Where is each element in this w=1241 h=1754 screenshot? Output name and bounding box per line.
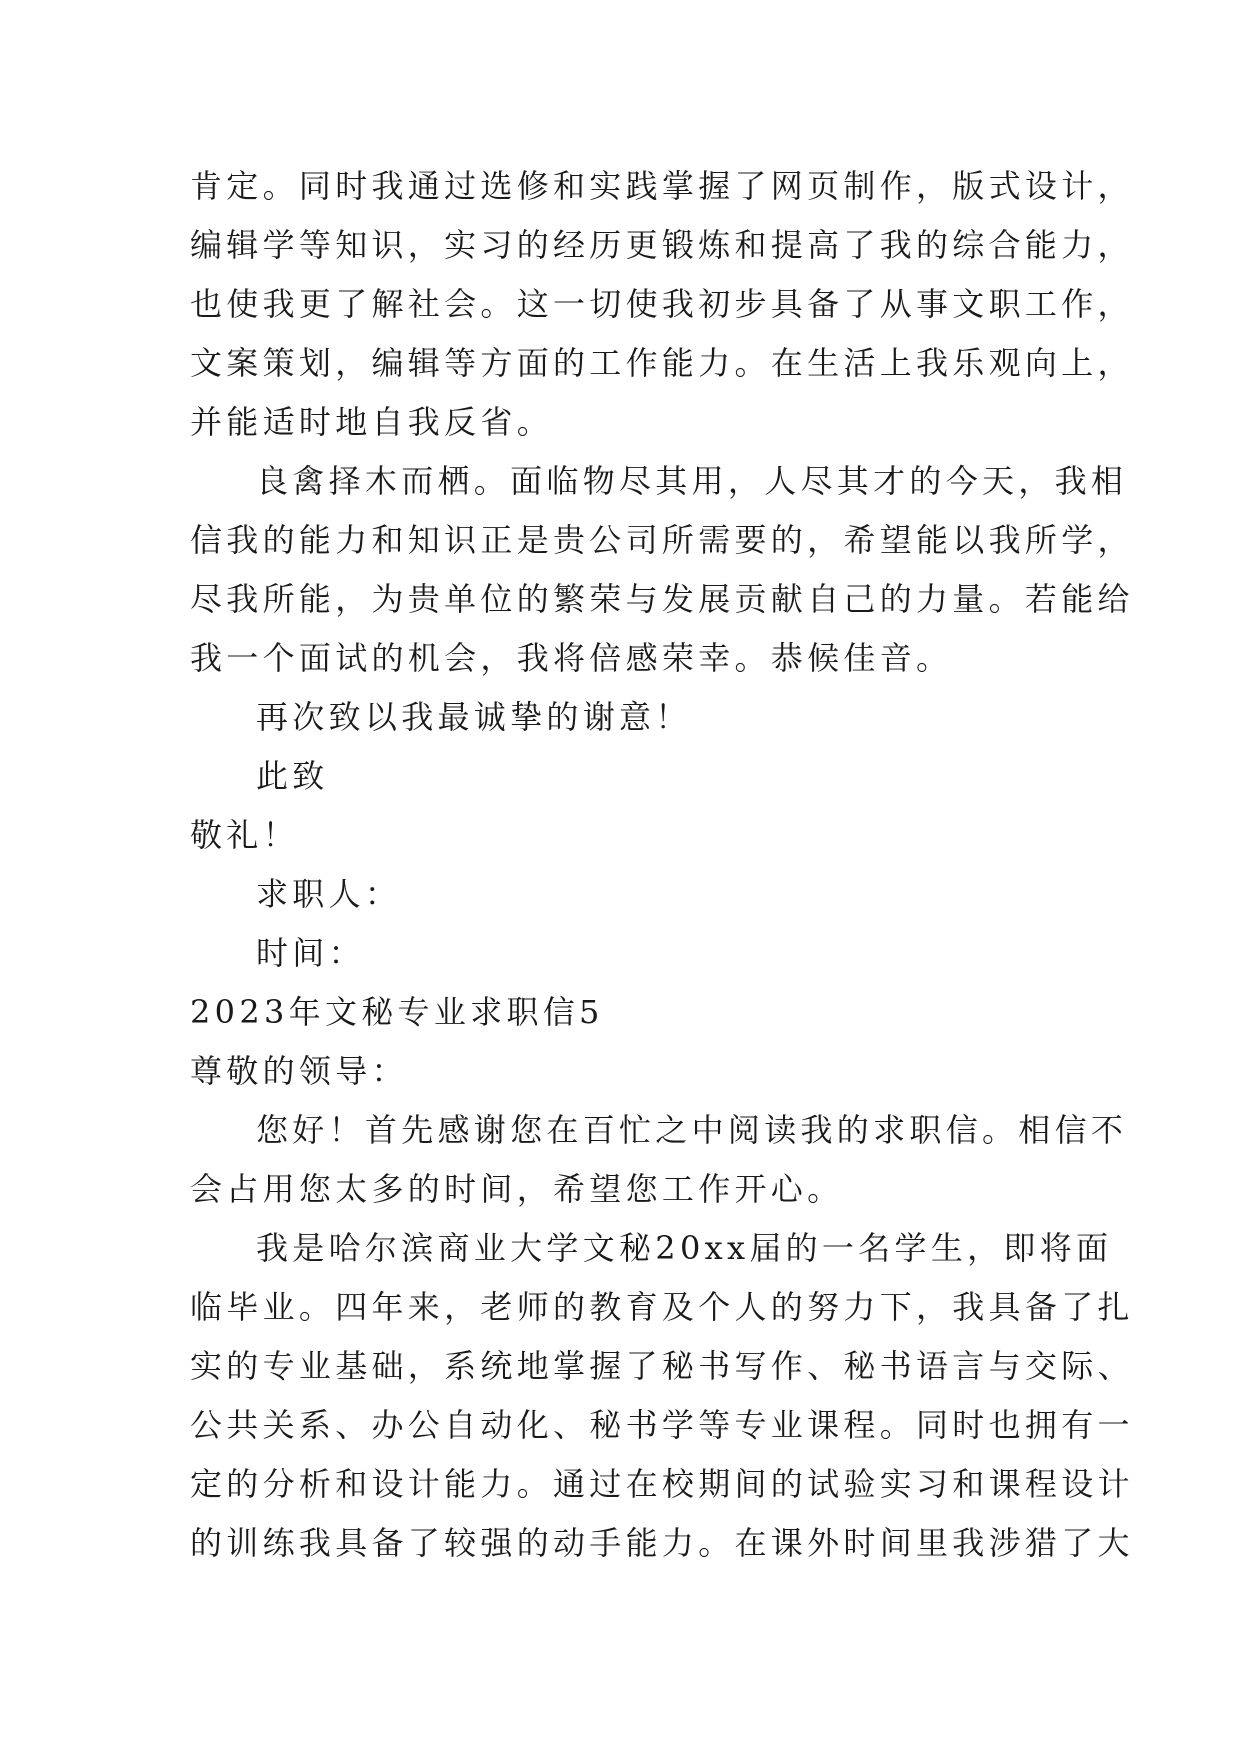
section-title: 2023年文秘专业求职信5: [190, 993, 604, 1031]
text-line: 良禽择木而栖。面临物尽其用，人尽其才的今天，我相: [256, 462, 1128, 500]
text-line: 并能适时地自我反省。: [190, 403, 554, 441]
greeting-line: 尊敬的领导：: [190, 1052, 408, 1090]
closing-line: 再次致以我最诚挚的谢意！: [256, 698, 692, 736]
text-line: 您好！首先感谢您在百忙之中阅读我的求职信。相信不: [256, 1111, 1128, 1149]
text-line: 编辑学等知识，实习的经历更锻炼和提高了我的综合能力，: [190, 226, 1134, 264]
text-line: 我是哈尔滨商业大学文秘20xx届的一名学生，即将面: [256, 1229, 1113, 1267]
salutation-line: 此致: [256, 757, 329, 795]
signature-name-line: 求职人：: [256, 875, 402, 913]
text-line: 信我的能力和知识正是贵公司所需要的，希望能以我所学，: [190, 521, 1134, 559]
text-line: 文案策划，编辑等方面的工作能力。在生活上我乐观向上，: [190, 344, 1134, 382]
text-line: 临毕业。四年来，老师的教育及个人的努力下，我具备了扎: [190, 1288, 1134, 1326]
text-line: 公共关系、办公自动化、秘书学等专业课程。同时也拥有一: [190, 1406, 1134, 1444]
text-line: 的训练我具备了较强的动手能力。在课外时间里我涉猎了大: [190, 1524, 1134, 1562]
text-line: 实的专业基础，系统地掌握了秘书写作、秘书语言与交际、: [190, 1347, 1134, 1385]
text-line: 尽我所能，为贵单位的繁荣与发展贡献自己的力量。若能给: [190, 580, 1134, 618]
signature-date-line: 时间：: [256, 934, 365, 972]
text-line: 肯定。同时我通过选修和实践掌握了网页制作，版式设计，: [190, 167, 1134, 205]
text-line: 定的分析和设计能力。通过在校期间的试验实习和课程设计: [190, 1465, 1134, 1503]
salutation-line: 敬礼！: [190, 816, 299, 854]
text-line: 也使我更了解社会。这一切使我初步具备了从事文职工作，: [190, 285, 1134, 323]
text-line: 我一个面试的机会，我将倍感荣幸。恭候佳音。: [190, 639, 953, 677]
text-line: 会占用您太多的时间，希望您工作开心。: [190, 1170, 844, 1208]
